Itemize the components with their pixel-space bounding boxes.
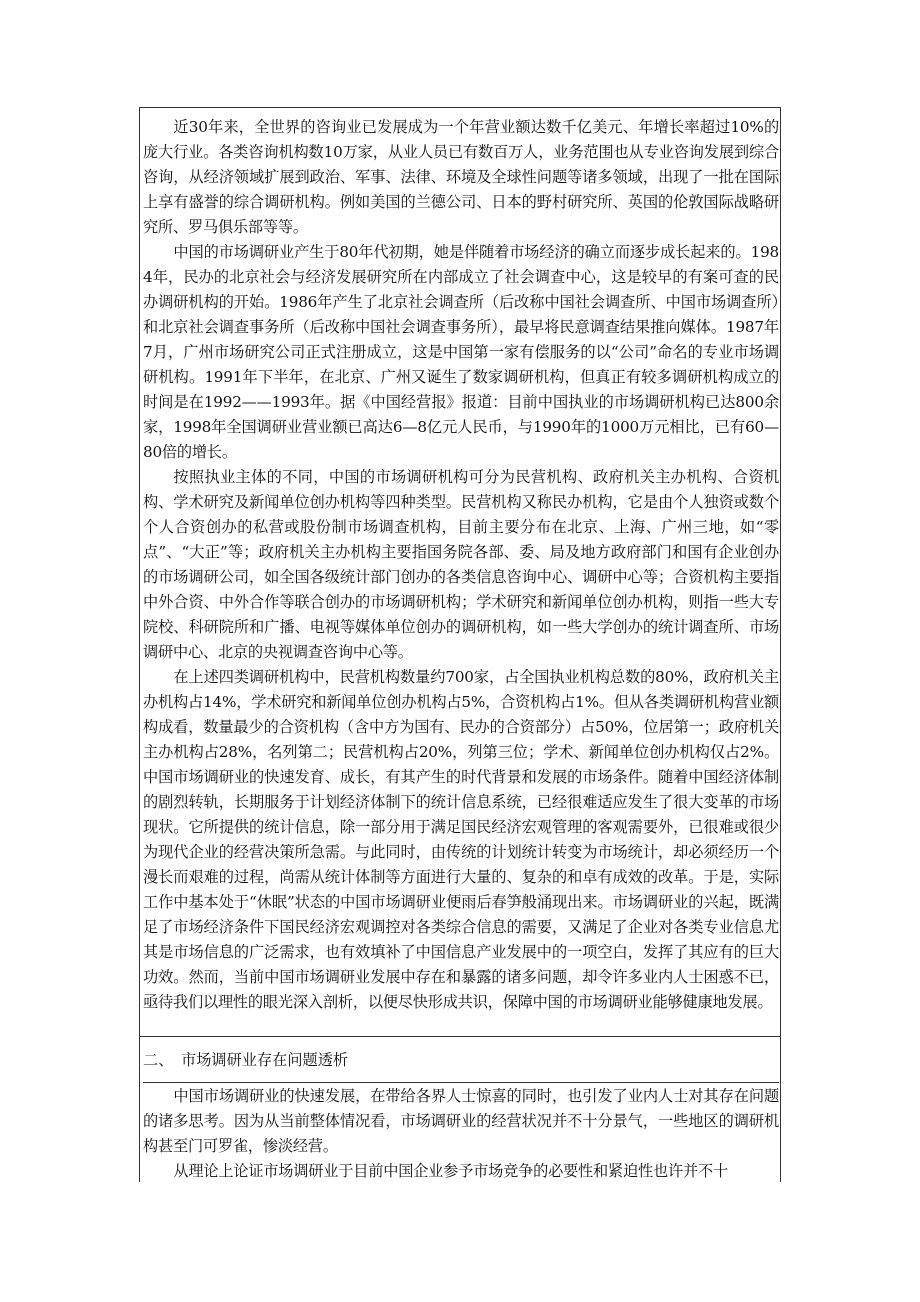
section-heading — [143, 1037, 779, 1083]
paragraph: 按照执业主体的不同，中国的市场调研机构可分为民营机构、政府机关主办机构、合资机构、学术研究及新闻单位创办机构等四种类型。民营机构又称民办机构，它是由个人独资或数个个人合资创办的私营或股份制市场调查机构，目前主要分布在北京、上海、广州三地，如“零点”、“大正”等；政府机关主办机构主要指国务院各部、委、局及地方政府部门和国有企业创办的市场调研公司，如全国各级统计部门创办的各类信息咨询中心、调研中心等；合资机构主要指中外合资、中外合作等联合创办的市场调研机构；学术研究和新闻单位创办机构，则指一些大专院校、科研院所和广播、电视等媒体单位创办的调研机构，如一些大学创办的统计调查所、市场调研中心、北京的央视调查咨询中心等。 — [143, 468, 779, 661]
upper-text-cell — [140, 108, 780, 1037]
lower-text-cell — [140, 1037, 780, 1182]
section-title: 市场调研业存在问题透析 — [181, 1051, 349, 1069]
paragraph: 近30年来，全世界的咨询业已发展成为一个年营业额达数千亿美元、年增长率超过10%的庞大行业。各类咨询机构数10万家，从业人员已有数百万人，业务范围也从专业咨询发展到综合咨询，从经济领域扩展到政治、军事、法律、环境及全球性问题等诸多领域，出现了一批在国际上享有盛誉的综合调研机构。例如美国的兰德公司、日本的野村研究所、英国的伦敦国际战略研究所、罗马俱乐部等等。 — [143, 118, 779, 236]
paragraph: 中国市场调研业的快速发展，在带给各界人士惊喜的同时，也引发了业内人士对其存在问题的诸多思考。因为从当前整体情况看，市场调研业的经营状况并不十分景气，一些地区的调研机构甚至门可罗雀，惨淡经营。 — [143, 1087, 779, 1155]
document-table — [139, 107, 781, 1182]
section-number: 二、 — [143, 1051, 174, 1069]
paragraph: 中国的市场调研业产生于80年代初期，她是伴随着市场经济的确立而逐步成长起来的。1984年，民办的北京社会与经济发展研究所在内部成立了社会调查中心，这是较早的有案可查的民办调研机构的开始。1986年产生了北京社会调查所（后改称中国社会调查所、中国市场调查所）和北京社会调查事务所（后改称中国社会调查事务所），最早将民意调查结果推向媒体。1987年7月，广州市场研究公司正式注册成立，这是中国第一家有偿服务的以“公司”命名的专业市场调研机构。1991年下半年，在北京、广州又诞生了数家调研机构，但真正有较多调研机构成立的时间是在1992——1993年。据《中国经营报》报道：目前中国执业的市场调研机构已达800余家，1998年全国调研业营业额已高达6—8亿元人民币，与1990年的1000万元相比，已有60—80倍的增长。 — [143, 243, 779, 461]
paragraph: 在上述四类调研机构中，民营机构数量约700家，占全国执业机构总数的80%，政府机关主办机构占14%，学术研究和新闻单位创办机构占5%，合资机构占1%。但从各类调研机构营业额构成看，数量最少的合资机构（含中方为国有、民办的合资部分）占50%，位居第一；政府机关主办机构占28%，名列第二；民营机构占20%，列第三位；学术、新闻单位创办机构仅占2%。中国市场调研业的快速发育、成长，有其产生的时代背景和发展的市场条件。随着中国经济体制的剧烈转轨，长期服务于计划经济体制下的统计信息系统，已经很难适应发生了很大变革的市场现状。它所提供的统计信息，除一部分用于满足国民经济宏观管理的客观需要外，已很难或很少为现代企业的经营决策所急需。与此同时，由传统的计划统计转变为市场统计，却必须经历一个漫长而艰难的过程，尚需从统计体制等方面进行大量的、复杂的和卓有成效的改革。于是，实际工作中基本处于“休眠”状态的中国市场调研业便雨后春笋般涌现出来。市场调研业的兴起，既满足了市场经济条件下国民经济宏观调控对各类综合信息的需要，又满足了企业对各类专业信息尤其是市场信息的广泛需求，也有效填补了中国信息产业发展中的一项空白，发挥了其应有的巨大功效。然而，当前中国市场调研业发展中存在和暴露的诸多问题，却令许多业内人士困惑不已，亟待我们以理性的眼光深入剖析，以便尽快形成共识，保障中国的市场调研业能够健康地发展。 — [143, 668, 779, 1011]
paragraph: 从理论上论证市场调研业于目前中国企业参予市场竞争的必要性和紧迫性也许并不十 — [173, 1162, 728, 1180]
section-body — [143, 1083, 779, 1182]
